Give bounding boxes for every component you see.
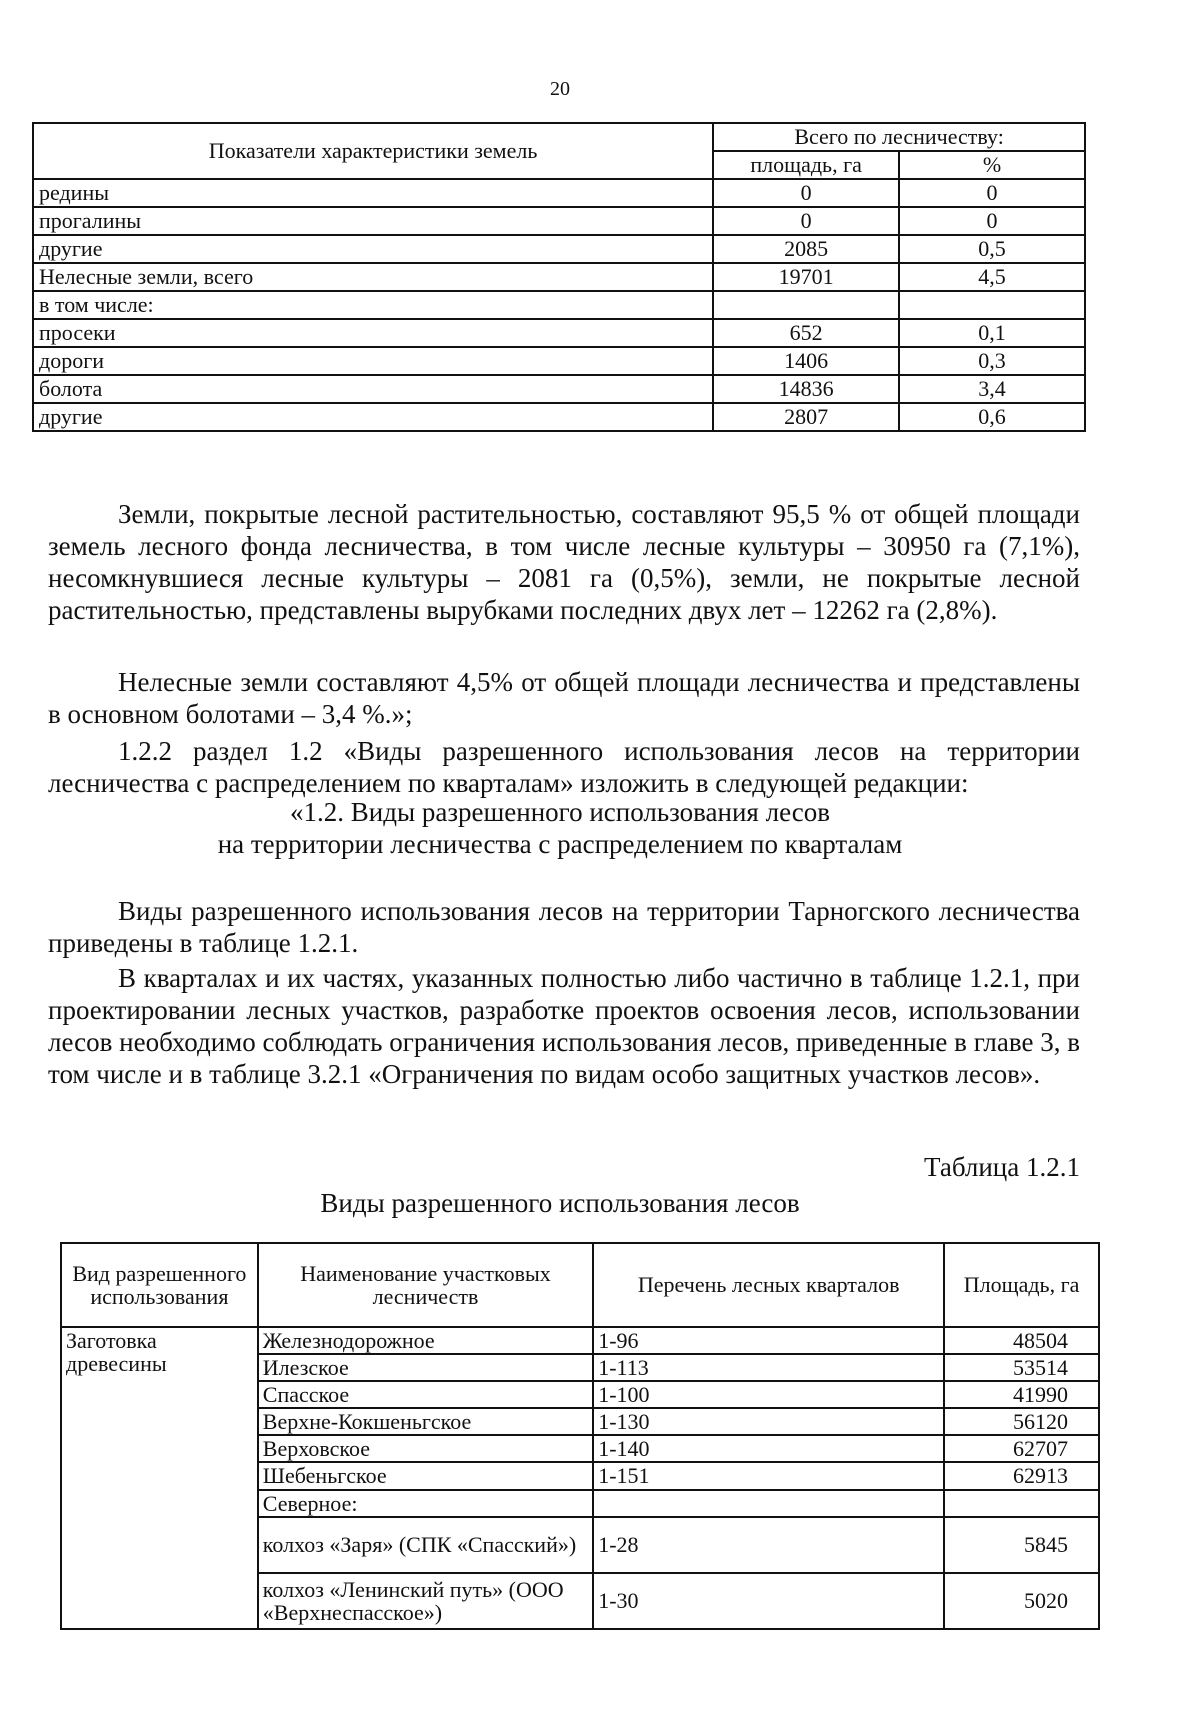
row-area: 14836	[713, 375, 899, 403]
quarters-range	[593, 1490, 944, 1517]
row-percent: 0,5	[899, 235, 1085, 263]
table-row	[33, 263, 1085, 291]
table2-header-area: Площадь, га	[944, 1243, 1099, 1327]
paragraph-section-amendment: 1.2.2 раздел 1.2 «Виды разрешенного использования лесов на территории лесничества с распределением по кварталам» изложить в следующей редакции:	[48, 736, 1080, 799]
district-name: Верховское	[258, 1435, 593, 1462]
paragraph-forest-cover: Земли, покрытые лесной растительностью, составляют 95,5 % от общей площади земель лесного фонда лесничества, в том числе лесные культуры – 30950 га (7,1%), несомкнувшиеся лесные культуры – 2081 га (0,5%), земли, не покрытые лесной растительностью, представлены вырубками последних двух лет – 12262 га (2,8%).	[48, 499, 1080, 626]
district-area: 5020	[944, 1573, 1099, 1629]
row-label: в том числе:	[33, 291, 713, 319]
row-area: 2085	[713, 235, 899, 263]
row-label: прогалины	[33, 207, 713, 235]
quarters-range: 1-28	[593, 1517, 944, 1573]
paragraph-restrictions: В кварталах и их частях, указанных полностью либо частично в таблице 1.2.1, при проектировании лесных участков, разработке проектов освоения лесов, использовании лесов необходимо соблюдать ограничения использования лесов, приведенные в главе 3, в том числе и в таблице 3.2.1 «Ограничения по видам особо защитных участков лесов».	[48, 963, 1080, 1090]
row-label: редины	[33, 179, 713, 207]
page-number: 20	[550, 78, 570, 100]
table2-header-quarters: Перечень лесных кварталов	[593, 1243, 944, 1327]
row-percent: 3,4	[899, 375, 1085, 403]
row-percent: 0	[899, 179, 1085, 207]
table-caption: Таблица 1.2.1	[924, 1152, 1080, 1182]
district-name: Шебеньгское	[258, 1462, 593, 1489]
district-name: Верхне-Кокшеньгское	[258, 1408, 593, 1435]
district-area: 5845	[944, 1517, 1099, 1573]
row-percent: 0,1	[899, 319, 1085, 347]
use-type-cell: Заготовка древесины	[61, 1327, 258, 1629]
row-percent: 0,6	[899, 403, 1085, 431]
row-area	[713, 291, 899, 319]
section-heading-line2: на территории лесничества с распределением по кварталам	[217, 829, 903, 859]
district-name: Илезское	[258, 1354, 593, 1381]
district-name: колхоз «Ленинский путь» (ООО «Верхнеспасское»)	[258, 1573, 593, 1629]
row-label: другие	[33, 235, 713, 263]
district-area: 53514	[944, 1354, 1099, 1381]
table2-header-use-type: Вид разрешенного использования	[61, 1243, 258, 1327]
quarters-range: 1-113	[593, 1354, 944, 1381]
table-row	[33, 235, 1085, 263]
district-area: 56120	[944, 1408, 1099, 1435]
district-area: 62707	[944, 1435, 1099, 1462]
land-characteristics-table	[32, 122, 1086, 432]
table1-header-area: площадь, га	[713, 151, 899, 179]
table-row	[33, 403, 1085, 431]
table-row	[33, 319, 1085, 347]
table-row	[33, 375, 1085, 403]
forest-use-types-table	[60, 1242, 1100, 1630]
quarters-range: 1-30	[593, 1573, 944, 1629]
table-row	[33, 347, 1085, 375]
row-label: дороги	[33, 347, 713, 375]
table-title: Виды разрешенного использования лесов	[320, 1188, 800, 1218]
row-percent	[899, 291, 1085, 319]
table1-header-total: Всего по лесничеству:	[713, 123, 1085, 151]
quarters-range: 1-140	[593, 1435, 944, 1462]
district-area: 48504	[944, 1327, 1099, 1354]
row-area: 1406	[713, 347, 899, 375]
district-name: Спасское	[258, 1381, 593, 1408]
table-row	[61, 1327, 1099, 1354]
district-area: 62913	[944, 1462, 1099, 1489]
row-area: 0	[713, 179, 899, 207]
row-area: 2807	[713, 403, 899, 431]
district-name: колхоз «Заря» (СПК «Спасский»)	[258, 1517, 593, 1573]
district-name: Железнодорожное	[258, 1327, 593, 1354]
table1-header-percent: %	[899, 151, 1085, 179]
district-area	[944, 1490, 1099, 1517]
district-name: Северное:	[258, 1490, 593, 1517]
paragraph-nonforest-lands: Нелесные земли составляют 4,5% от общей площади лесничества и представлены в основном болотами – 3,4 %.»;	[48, 667, 1080, 730]
row-percent: 4,5	[899, 263, 1085, 291]
row-percent: 0	[899, 207, 1085, 235]
row-label: просеки	[33, 319, 713, 347]
table2-header-district: Наименование участковых лесничеств	[258, 1243, 593, 1327]
row-area: 652	[713, 319, 899, 347]
table1-header-indicators: Показатели характеристики земель	[33, 123, 713, 179]
row-area: 0	[713, 207, 899, 235]
section-heading-line1: «1.2. Виды разрешенного использования лесов	[290, 797, 830, 827]
district-area: 41990	[944, 1381, 1099, 1408]
quarters-range: 1-96	[593, 1327, 944, 1354]
quarters-range: 1-130	[593, 1408, 944, 1435]
table-row	[33, 291, 1085, 319]
row-label: другие	[33, 403, 713, 431]
row-percent: 0,3	[899, 347, 1085, 375]
quarters-range: 1-100	[593, 1381, 944, 1408]
row-label: болота	[33, 375, 713, 403]
row-area: 19701	[713, 263, 899, 291]
table-row	[33, 207, 1085, 235]
paragraph-usage-types: Виды разрешенного использования лесов на территории Тарногского лесничества приведены в таблице 1.2.1.	[48, 896, 1080, 959]
table-row	[33, 179, 1085, 207]
row-label: Нелесные земли, всего	[33, 263, 713, 291]
quarters-range: 1-151	[593, 1462, 944, 1489]
